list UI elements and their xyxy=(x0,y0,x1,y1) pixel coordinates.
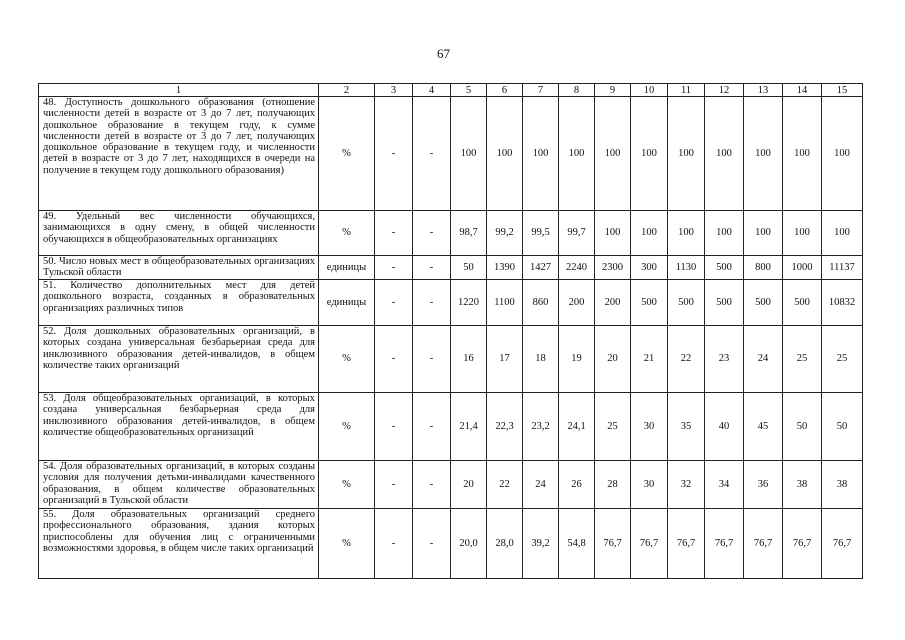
value-cell: 25 xyxy=(822,326,863,393)
value-cell: 99,2 xyxy=(487,211,523,256)
value-cell: 100 xyxy=(744,211,783,256)
value-cell: 50 xyxy=(822,393,863,461)
value-cell: 38 xyxy=(822,461,863,509)
value-cell: - xyxy=(375,97,413,211)
value-cell: - xyxy=(413,211,451,256)
value-cell: 20 xyxy=(595,326,631,393)
unit-cell: единицы xyxy=(319,280,375,326)
table-row xyxy=(39,280,863,326)
value-cell: - xyxy=(375,280,413,326)
value-cell: - xyxy=(375,211,413,256)
value-cell: - xyxy=(375,461,413,509)
indicator-label: 54. Доля образовательных организаций, в которых созданы условия для получения детьми-инвалидами качественного образования, в общем количестве образовательных организаций в Тульской области xyxy=(39,461,319,509)
value-cell: 100 xyxy=(705,211,744,256)
value-cell: 500 xyxy=(705,256,744,280)
value-cell: 100 xyxy=(487,97,523,211)
value-cell: 76,7 xyxy=(822,509,863,579)
value-cell: 35 xyxy=(668,393,705,461)
value-cell: 25 xyxy=(595,393,631,461)
value-cell: 22,3 xyxy=(487,393,523,461)
value-cell: - xyxy=(413,97,451,211)
value-cell: 23 xyxy=(705,326,744,393)
value-cell: 1427 xyxy=(523,256,559,280)
header-cell-11: 11 xyxy=(668,84,705,97)
value-cell: 10832 xyxy=(822,280,863,326)
value-cell: 26 xyxy=(559,461,595,509)
value-cell: 34 xyxy=(705,461,744,509)
header-cell-7: 7 xyxy=(523,84,559,97)
header-cell-6: 6 xyxy=(487,84,523,97)
header-cell-5: 5 xyxy=(451,84,487,97)
value-cell: 30 xyxy=(631,393,668,461)
value-cell: 76,7 xyxy=(595,509,631,579)
value-cell: 500 xyxy=(783,280,822,326)
header-cell-2: 2 xyxy=(319,84,375,97)
indicator-label: 53. Доля общеобразовательных организаций, в которых создана универсальная безбарьерная среда для инклюзивного образования детей-инвалидов, в общем количестве общеобразовательных организаций xyxy=(39,393,319,461)
indicator-label: 55. Доля образовательных организаций среднего профессионального образования, здания которых приспособлены для обучения лиц с ограниченными возможностями здоровья, в общем числе таких организаций xyxy=(39,509,319,579)
value-cell: 99,5 xyxy=(523,211,559,256)
value-cell: 54,8 xyxy=(559,509,595,579)
page-number: 67 xyxy=(437,46,450,61)
value-cell: 24 xyxy=(523,461,559,509)
value-cell: 23,2 xyxy=(523,393,559,461)
value-cell: 21 xyxy=(631,326,668,393)
value-cell: 11137 xyxy=(822,256,863,280)
indicators-table xyxy=(38,83,863,579)
value-cell: 100 xyxy=(783,211,822,256)
value-cell: - xyxy=(375,509,413,579)
table-row xyxy=(39,461,863,509)
table-row xyxy=(39,97,863,211)
value-cell: 100 xyxy=(822,211,863,256)
value-cell: - xyxy=(413,256,451,280)
value-cell: 21,4 xyxy=(451,393,487,461)
unit-cell: % xyxy=(319,393,375,461)
table-row xyxy=(39,509,863,579)
header-cell-15: 15 xyxy=(822,84,863,97)
value-cell: 100 xyxy=(451,97,487,211)
value-cell: 100 xyxy=(668,211,705,256)
header-cell-3: 3 xyxy=(375,84,413,97)
unit-cell: % xyxy=(319,97,375,211)
header-cell-12: 12 xyxy=(705,84,744,97)
unit-cell: % xyxy=(319,326,375,393)
value-cell: 25 xyxy=(783,326,822,393)
value-cell: 32 xyxy=(668,461,705,509)
header-cell-1: 1 xyxy=(39,84,319,97)
value-cell: 100 xyxy=(631,211,668,256)
value-cell: 1220 xyxy=(451,280,487,326)
value-cell: 28 xyxy=(595,461,631,509)
value-cell: 800 xyxy=(744,256,783,280)
value-cell: 2240 xyxy=(559,256,595,280)
value-cell: 76,7 xyxy=(783,509,822,579)
unit-cell: % xyxy=(319,211,375,256)
value-cell: 20,0 xyxy=(451,509,487,579)
value-cell: 100 xyxy=(595,211,631,256)
value-cell: 76,7 xyxy=(705,509,744,579)
value-cell: 76,7 xyxy=(631,509,668,579)
value-cell: 20 xyxy=(451,461,487,509)
value-cell: 500 xyxy=(744,280,783,326)
unit-cell: единицы xyxy=(319,256,375,280)
value-cell: 45 xyxy=(744,393,783,461)
value-cell: 18 xyxy=(523,326,559,393)
value-cell: - xyxy=(413,393,451,461)
value-cell: 100 xyxy=(822,97,863,211)
value-cell: 100 xyxy=(595,97,631,211)
value-cell: - xyxy=(413,326,451,393)
value-cell: 50 xyxy=(451,256,487,280)
value-cell: - xyxy=(375,393,413,461)
value-cell: 50 xyxy=(783,393,822,461)
value-cell: 1100 xyxy=(487,280,523,326)
header-cell-4: 4 xyxy=(413,84,451,97)
value-cell: 200 xyxy=(595,280,631,326)
value-cell: 100 xyxy=(631,97,668,211)
value-cell: 1390 xyxy=(487,256,523,280)
indicator-label: 52. Доля дошкольных образовательных организаций, в которых создана универсальная безбарьерная среда для инклюзивного образования детей-инвалидов, в общем количестве таких организаций xyxy=(39,326,319,393)
table-row xyxy=(39,393,863,461)
value-cell: 200 xyxy=(559,280,595,326)
value-cell: 24,1 xyxy=(559,393,595,461)
value-cell: - xyxy=(413,509,451,579)
value-cell: 860 xyxy=(523,280,559,326)
value-cell: 100 xyxy=(559,97,595,211)
table-row xyxy=(39,256,863,280)
value-cell: 99,7 xyxy=(559,211,595,256)
indicator-label: 50. Число новых мест в общеобразовательных организациях Тульской области xyxy=(39,256,319,280)
indicator-label: 48. Доступность дошкольного образования (отношение численности детей в возрасте от 3 до 7 лет, получающих дошкольное образование в текущем году, к сумме численности детей в возрасте от 3 до 7 лет, получающих дошкольное образование в текущем году, и численности детей в возрасте от 3 до 7 лет, находящихся в очереди на получение в текущем году дошкольного образования) xyxy=(39,97,319,211)
value-cell: 24 xyxy=(744,326,783,393)
indicator-label: 49. Удельный вес численности обучающихся, занимающихся в одну смену, в общей численности обучающихся в общеобразовательных организациях xyxy=(39,211,319,256)
indicator-label: 51. Количество дополнительных мест для детей дошкольного возраста, созданных в образовательных организациях различных типов xyxy=(39,280,319,326)
value-cell: - xyxy=(375,326,413,393)
value-cell: 76,7 xyxy=(668,509,705,579)
value-cell: 300 xyxy=(631,256,668,280)
header-cell-9: 9 xyxy=(595,84,631,97)
table-row xyxy=(39,211,863,256)
value-cell: 22 xyxy=(487,461,523,509)
header-row xyxy=(39,84,863,97)
header-cell-14: 14 xyxy=(783,84,822,97)
value-cell: - xyxy=(375,256,413,280)
header-cell-8: 8 xyxy=(559,84,595,97)
value-cell: 500 xyxy=(631,280,668,326)
value-cell: - xyxy=(413,280,451,326)
value-cell: 19 xyxy=(559,326,595,393)
value-cell: 39,2 xyxy=(523,509,559,579)
header-cell-13: 13 xyxy=(744,84,783,97)
value-cell: 16 xyxy=(451,326,487,393)
value-cell: 76,7 xyxy=(744,509,783,579)
value-cell: 17 xyxy=(487,326,523,393)
value-cell: 30 xyxy=(631,461,668,509)
value-cell: 100 xyxy=(783,97,822,211)
value-cell: 500 xyxy=(668,280,705,326)
value-cell: 98,7 xyxy=(451,211,487,256)
value-cell: - xyxy=(413,461,451,509)
value-cell: 100 xyxy=(705,97,744,211)
value-cell: 100 xyxy=(668,97,705,211)
value-cell: 28,0 xyxy=(487,509,523,579)
value-cell: 100 xyxy=(523,97,559,211)
unit-cell: % xyxy=(319,509,375,579)
value-cell: 22 xyxy=(668,326,705,393)
value-cell: 1000 xyxy=(783,256,822,280)
value-cell: 2300 xyxy=(595,256,631,280)
value-cell: 38 xyxy=(783,461,822,509)
value-cell: 40 xyxy=(705,393,744,461)
unit-cell: % xyxy=(319,461,375,509)
value-cell: 100 xyxy=(744,97,783,211)
table-row xyxy=(39,326,863,393)
value-cell: 500 xyxy=(705,280,744,326)
value-cell: 36 xyxy=(744,461,783,509)
value-cell: 1130 xyxy=(668,256,705,280)
header-cell-10: 10 xyxy=(631,84,668,97)
